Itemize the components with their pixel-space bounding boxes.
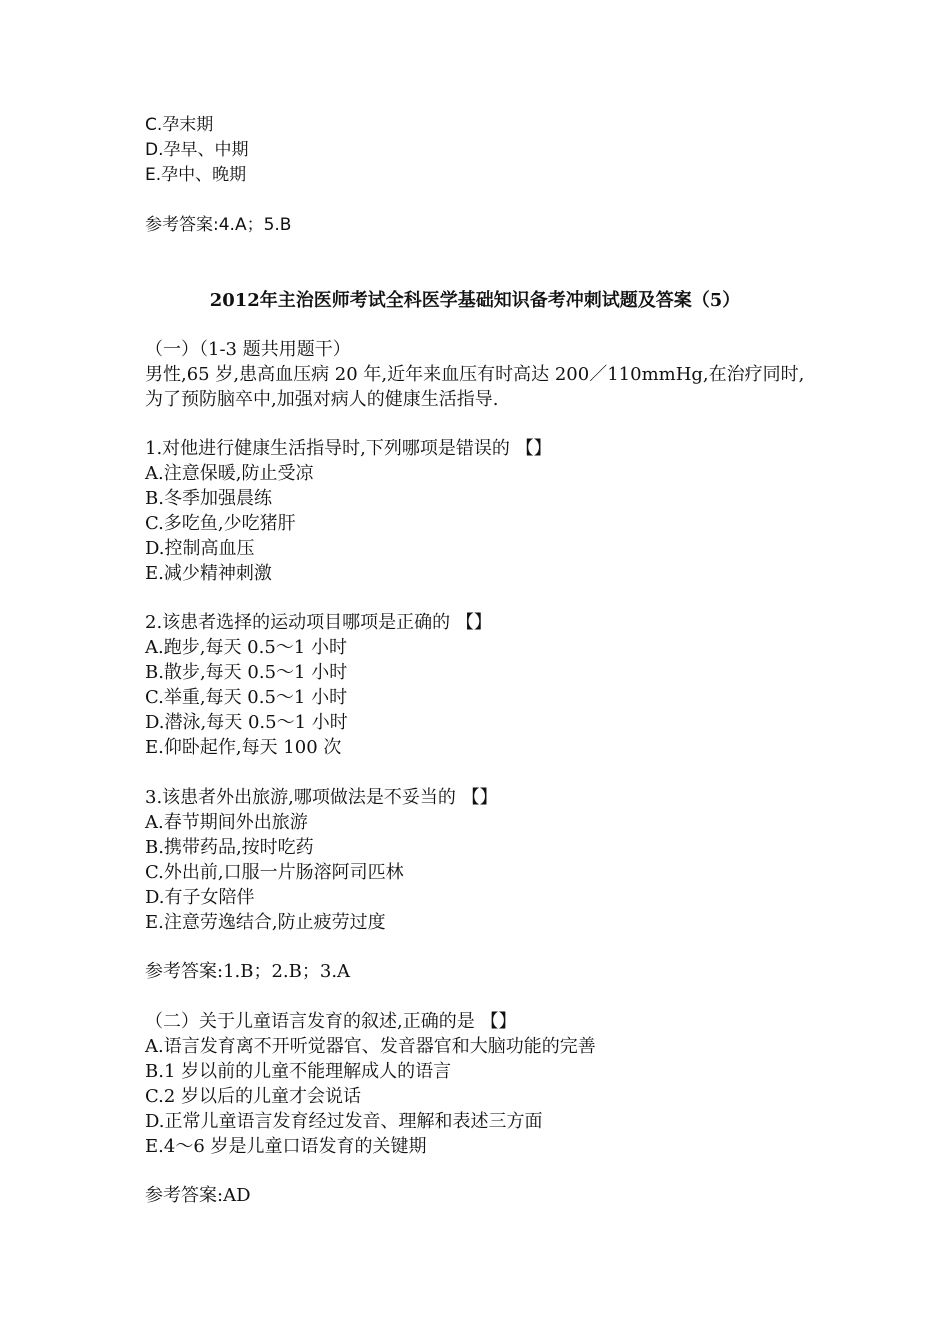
question-1: 1.对他进行健康生活指导时,下列哪项是错误的 【】 <box>145 438 552 459</box>
g2-option-d: D.正常儿童语言发育经过发音、理解和表述三方面 <box>145 1111 543 1132</box>
page-title: 2012年主治医师考试全科医学基础知识备考冲刺试题及答案（5） <box>209 290 741 311</box>
answer-prev: 参考答案:4.A；5.B <box>145 215 292 235</box>
q3-option-d: D.有子女陪伴 <box>145 887 255 908</box>
option-d-prev: D.孕早、中期 <box>145 140 249 160</box>
group2-header: （二）关于儿童语言发育的叙述,正确的是 【】 <box>145 1011 517 1032</box>
q3-option-b: B.携带药品,按时吃药 <box>145 837 314 858</box>
group1-header: （一）（1-3 题共用题干） <box>145 339 351 360</box>
q3-option-c: C.外出前,口服一片肠溶阿司匹林 <box>145 862 404 883</box>
g2-option-b: B.1 岁以前的儿童不能理解成人的语言 <box>145 1061 452 1082</box>
g2-option-a: A.语言发育离不开听觉器官、发音器官和大脑功能的完善 <box>145 1036 596 1057</box>
q1-option-e: E.减少精神刺激 <box>145 563 272 584</box>
q3-option-a: A.春节期间外出旅游 <box>145 812 308 833</box>
q1-option-a: A.注意保暖,防止受凉 <box>145 463 314 484</box>
group1-stem-line-2: 为了预防脑卒中,加强对病人的健康生活指导. <box>145 389 499 410</box>
q2-option-b: B.散步,每天 0.5～1 小时 <box>145 662 348 683</box>
q3-option-e: E.注意劳逸结合,防止疲劳过度 <box>145 912 386 933</box>
q2-option-c: C.举重,每天 0.5～1 小时 <box>145 687 348 708</box>
q1-option-c: C.多吃鱼,少吃猪肝 <box>145 513 296 534</box>
q2-option-d: D.潜泳,每天 0.5～1 小时 <box>145 712 348 733</box>
g2-option-e: E.4～6 岁是儿童口语发育的关键期 <box>145 1136 427 1157</box>
group1-answer: 参考答案:1.B；2.B；3.A <box>145 961 351 982</box>
q1-option-d: D.控制高血压 <box>145 538 255 559</box>
question-2: 2.该患者选择的运动项目哪项是正确的 【】 <box>145 612 492 633</box>
group2-answer: 参考答案:AD <box>145 1185 251 1206</box>
q1-option-b: B.冬季加强晨练 <box>145 488 272 509</box>
group1-stem-line-1: 男性,65 岁,患高血压病 20 年,近年来血压有时高达 200／110mmHg,在治疗同时, <box>145 364 805 385</box>
option-c-prev: C.孕末期 <box>145 115 214 135</box>
g2-option-c: C.2 岁以后的儿童才会说话 <box>145 1086 362 1107</box>
q2-option-e: E.仰卧起作,每天 100 次 <box>145 737 342 758</box>
option-e-prev: E.孕中、晚期 <box>145 165 247 185</box>
q2-option-a: A.跑步,每天 0.5～1 小时 <box>145 637 347 658</box>
question-3: 3.该患者外出旅游,哪项做法是不妥当的 【】 <box>145 787 498 808</box>
